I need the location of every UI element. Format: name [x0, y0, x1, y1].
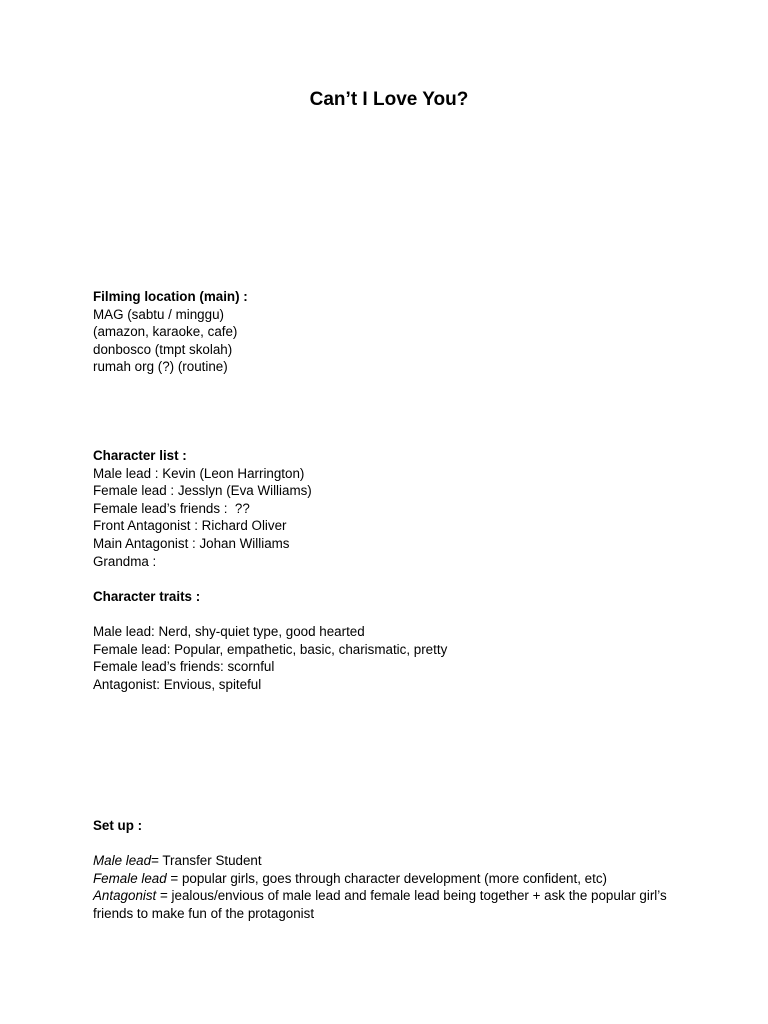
character-trait-item: Female lead: Popular, empathetic, basic, charismatic, pretty — [93, 641, 448, 657]
setup-item — [93, 852, 683, 870]
setup-item — [93, 870, 683, 888]
filming-location-section — [93, 288, 713, 376]
setup-term: Male lead — [93, 853, 152, 869]
character-list-section — [93, 447, 713, 570]
character-list-item: Male lead : Kevin (Leon Harrington) — [93, 465, 305, 481]
filming-location-heading: Filming location (main) : — [93, 289, 248, 304]
filming-location-line: (amazon, karaoke, cafe) — [93, 324, 238, 340]
document-title: Can’t I Love You? — [309, 89, 469, 110]
character-list-item: Female lead : Jesslyn (Eva Williams) — [93, 483, 312, 499]
character-list-item: Female lead’s friends : ?? — [93, 500, 250, 516]
setup-description: = jealous/envious of male lead and female lead being together + ask the popular girl’s friends to make fun of the protagonist — [93, 888, 667, 921]
character-list-item: Grandma : — [93, 553, 157, 569]
blank-line — [93, 606, 713, 624]
setup-item — [93, 887, 683, 922]
filming-location-line: donbosco (tmpt skolah) — [93, 341, 233, 357]
character-trait-item: Antagonist: Envious, spiteful — [93, 676, 262, 692]
setup-term: Antagonist — [93, 888, 157, 904]
filming-location-line: rumah org (?) (routine) — [93, 359, 228, 375]
setup-heading: Set up : — [93, 818, 143, 833]
filming-location-line: MAG (sabtu / minggu) — [93, 306, 224, 322]
setup-description: = popular girls, goes through character development (more confident, etc) — [166, 870, 607, 886]
character-trait-item: Male lead: Nerd, shy-quiet type, good hearted — [93, 624, 365, 640]
blank-line — [93, 835, 683, 853]
character-list-heading: Character list : — [93, 448, 187, 463]
character-list-item: Main Antagonist : Johan Williams — [93, 535, 290, 551]
setup-section — [93, 817, 683, 923]
character-list-item: Front Antagonist : Richard Oliver — [93, 518, 287, 534]
setup-description: = Transfer Student — [151, 853, 262, 869]
setup-term: Female lead — [93, 870, 167, 886]
character-trait-item: Female lead’s friends: scornful — [93, 659, 275, 675]
character-traits-heading: Character traits : — [93, 589, 201, 604]
character-traits-section — [93, 588, 713, 694]
